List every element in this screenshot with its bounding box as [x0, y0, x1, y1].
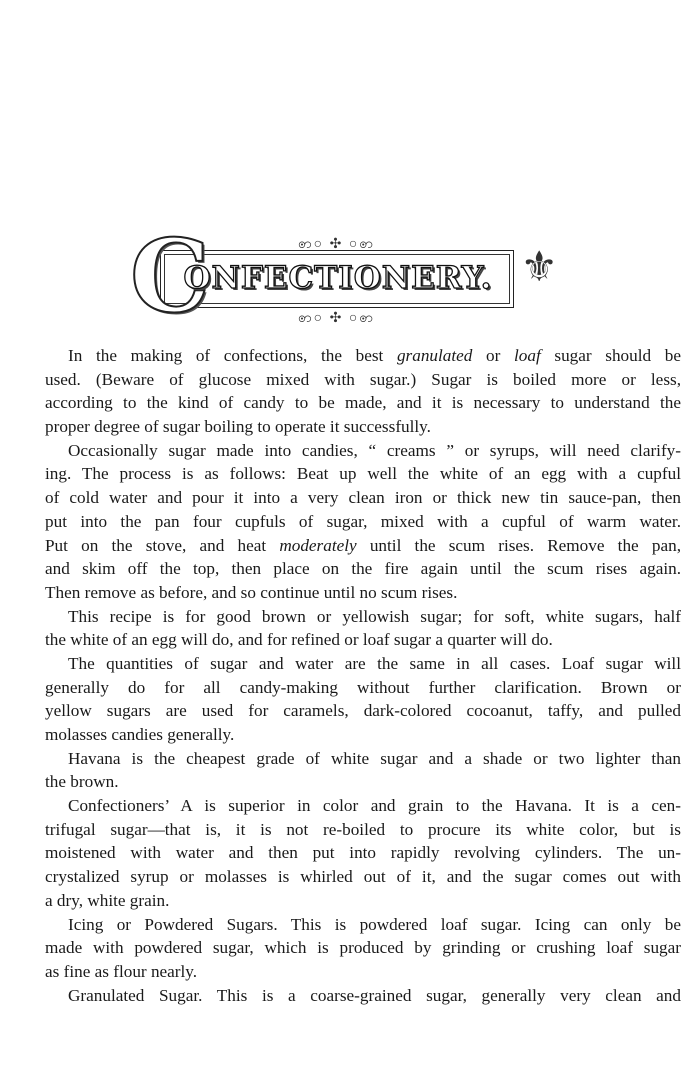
text-run: molasses candies generally. [45, 725, 235, 744]
text-run: Havana is the cheapest grade of white sugar and a shade or two lighter than [68, 748, 681, 768]
text-run: Then remove as before, and so continue until no scum rises. [45, 582, 458, 602]
text-run: generally do for all candy-making without further clarification. Brown or [45, 677, 681, 697]
chapter-title-banner [128, 217, 558, 335]
text-line [45, 865, 681, 889]
ornament-bottom-icon: ꩦ○ ✣ ○ꩦ [298, 311, 375, 326]
text-run: put into the pan four cupfuls of sugar, mixed with a cupful of warm water. [45, 511, 681, 531]
italic-text: moderately [279, 535, 357, 555]
flourish-icon: ⚜ [520, 245, 558, 291]
text-line [45, 676, 681, 700]
text-run: yellow sugars are used for caramels, dark-colored cocoanut, taffy, and pulled [45, 701, 681, 721]
text-line [45, 486, 681, 510]
text-line [45, 984, 681, 1008]
ornament-top-icon: ꩦ○ ✣ ○ꩦ [298, 237, 375, 252]
title-initial: C [130, 217, 210, 335]
paragraph [45, 984, 681, 1008]
text-run: Icing or Powdered Sugars. This is powdered loaf sugar. Icing can only be [68, 914, 681, 934]
paragraph [45, 605, 681, 652]
text-run: used. (Beware of glucose mixed with sugar.) Sugar is boiled more or less, [45, 369, 681, 389]
text-line [45, 889, 681, 913]
italic-text: loaf [514, 346, 541, 365]
text-line [45, 557, 681, 581]
paragraph [45, 794, 681, 912]
text-line [45, 581, 681, 605]
text-run: and skim off the top, then place on the fire again until the scum rises again. [45, 559, 681, 579]
text-run: or [472, 346, 514, 365]
text-run: proper degree of sugar boiling to operate it successfully. [45, 417, 431, 437]
chapter-title: ONFECTIONERY. [183, 260, 493, 296]
italic-text: granulated [396, 346, 473, 365]
text-run: This recipe is for good brown or yellowish sugar; for soft, white sugars, half [68, 606, 681, 626]
text-run: until the scum rises. Remove the pan, [356, 535, 681, 555]
text-run: In the making of confections, the best [68, 346, 397, 365]
paragraph [45, 344, 681, 439]
text-line [45, 391, 681, 415]
text-line [45, 652, 681, 676]
text-run: moistened with water and then put into rapidly revolving cylinders. The un- [45, 843, 681, 863]
text-run: made with powdered sugar, which is produced by grinding or crushing loaf sugar [45, 938, 681, 958]
text-line [45, 439, 681, 463]
text-run: the white of an egg will do, and for refined or loaf sugar a quarter will do. [45, 630, 553, 650]
text-run: Occasionally sugar made into candies, “ creams ” or syrups, will need clarify- [68, 440, 681, 460]
text-run: Granulated Sugar. This is a coarse-grained sugar, generally very clean and [68, 985, 681, 1005]
text-run: Confectioners’ A is superior in color and grain to the Havana. It is a cen- [68, 796, 681, 816]
text-line [45, 368, 681, 392]
text-line [45, 818, 681, 842]
text-run: the brown. [45, 772, 119, 792]
text-run: as fine as flour nearly. [45, 961, 198, 981]
text-line [45, 841, 681, 865]
text-line [45, 605, 681, 629]
text-run: crystalized syrup or molasses is whirled out of it, and the sugar comes out with [45, 867, 681, 887]
text-line [45, 960, 681, 984]
text-run: of cold water and pour it into a very clean iron or thick new tin sauce-pan, then [45, 488, 681, 508]
text-line [45, 794, 681, 818]
paragraph [45, 652, 681, 747]
text-run: a dry, white grain. [45, 890, 170, 910]
text-line [45, 510, 681, 534]
text-line [45, 770, 681, 794]
text-line [45, 534, 681, 558]
text-run: according to the kind of candy to be made, and it is necessary to understand the [45, 393, 681, 413]
paragraph [45, 747, 681, 794]
body-text [45, 344, 681, 1007]
text-run: Put on the stove, and heat [45, 535, 280, 555]
paragraph [45, 913, 681, 984]
text-line [45, 462, 681, 486]
text-run: ing. The process is as follows: Beat up well the white of an egg with a cupful [45, 464, 681, 484]
text-run: The quantities of sugar and water are the same in all cases. Loaf sugar will [68, 653, 681, 673]
text-run: sugar should be [540, 346, 681, 365]
text-line [45, 628, 681, 652]
paragraph [45, 439, 681, 605]
text-line [45, 699, 681, 723]
text-run: trifugal sugar—that is, it is not re-boiled to procure its white color, but is [45, 819, 681, 839]
text-line [45, 747, 681, 771]
text-line [45, 415, 681, 439]
text-line [45, 936, 681, 960]
text-line [45, 344, 681, 368]
text-line [45, 723, 681, 747]
text-line [45, 913, 681, 937]
